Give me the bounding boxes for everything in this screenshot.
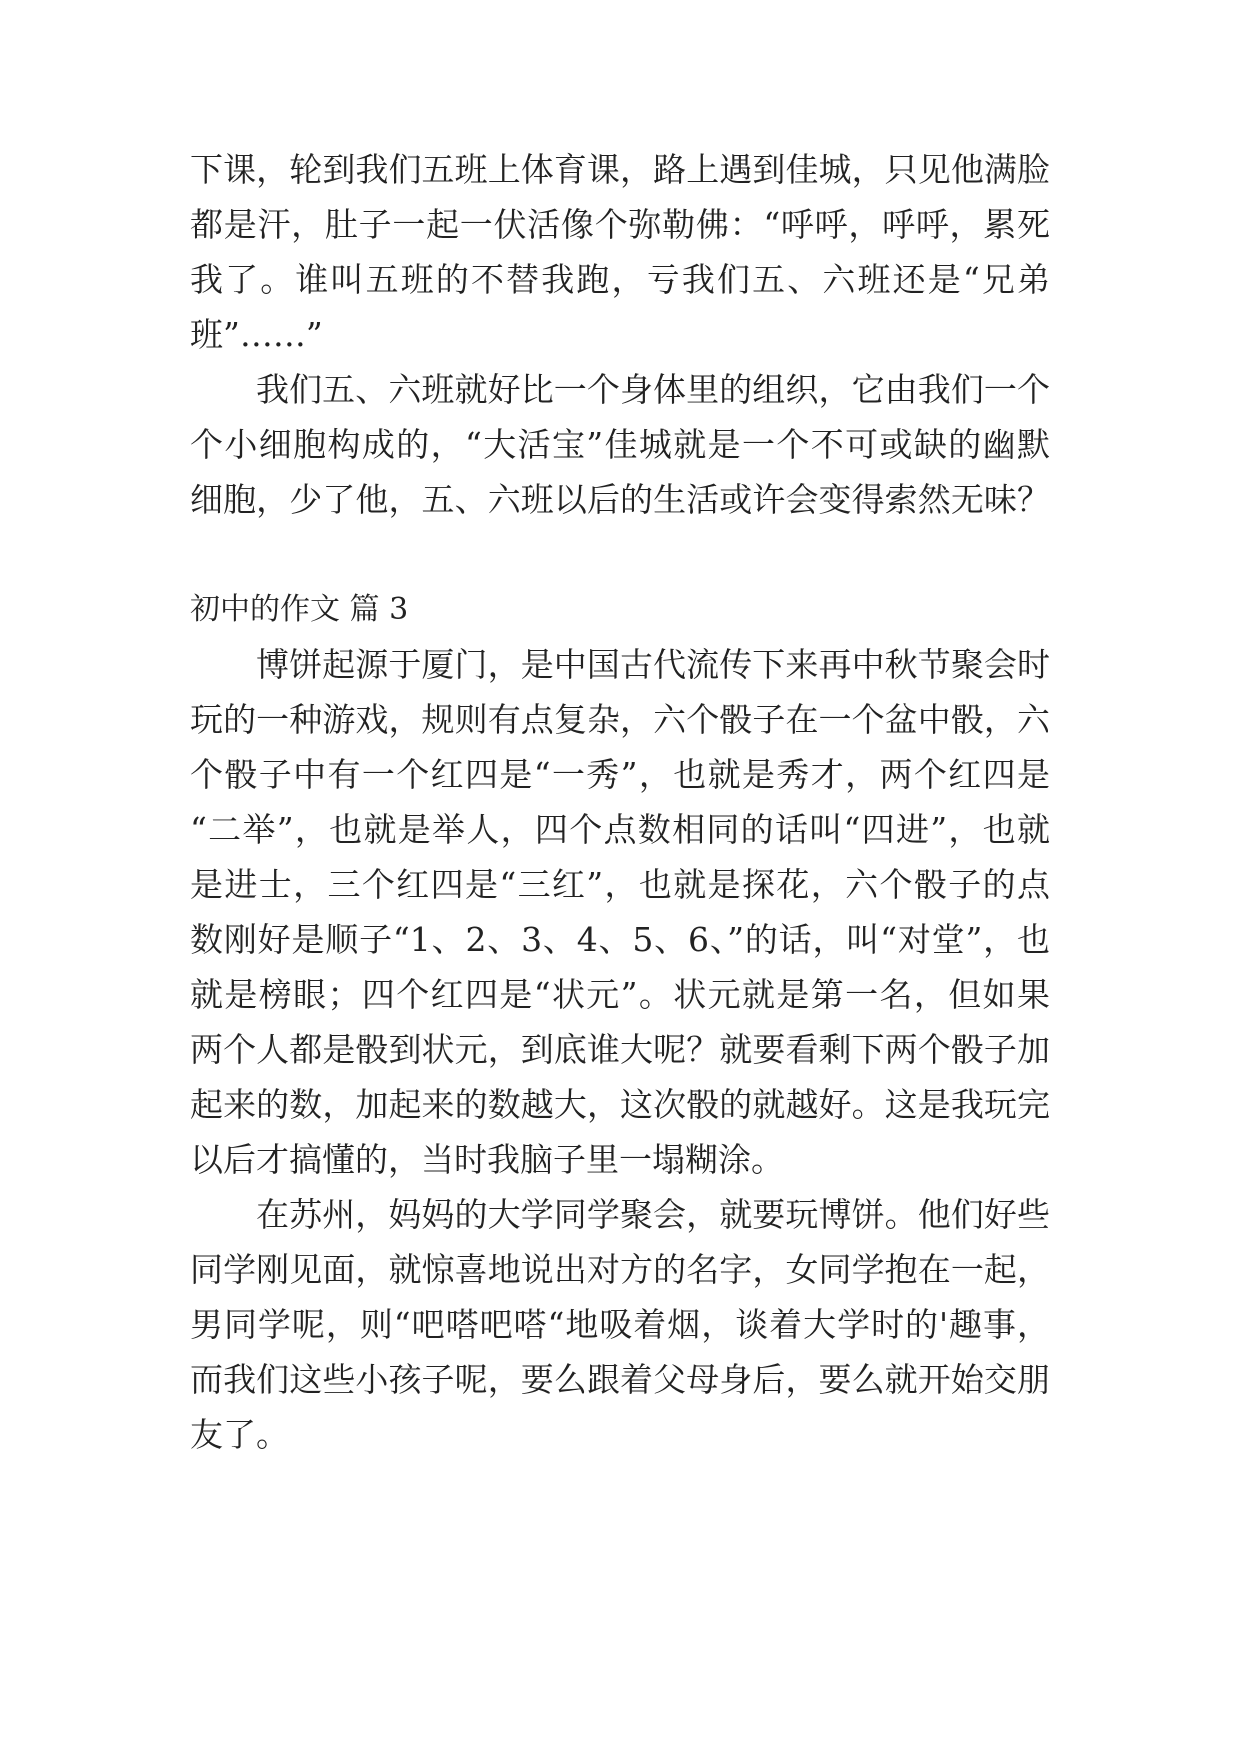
text-line: 是进士，三个红四是“三红”，也就是探花，六个骰子的点 xyxy=(190,865,1050,904)
text-line: 都是汗，肚子一起一伏活像个弥勒佛：“呼呼，呼呼，累死 xyxy=(190,205,1050,244)
text-line: 同学刚见面，就惊喜地说出对方的名字，女同学抱在一起， xyxy=(190,1250,1050,1289)
text-line: 两个人都是骰到状元，到底谁大呢？就要看剩下两个骰子加 xyxy=(190,1030,1050,1069)
text-line: 个骰子中有一个红四是“一秀”，也就是秀才，两个红四是 xyxy=(190,755,1050,794)
text-line: 我了。谁叫五班的不替我跑，亏我们五、六班还是“兄弟 xyxy=(190,260,1050,299)
text-line: 起来的数，加起来的数越大，这次骰的就越好。这是我玩完 xyxy=(190,1085,1050,1124)
text-line: 而我们这些小孩子呢，要么跟着父母身后，要么就开始交朋 xyxy=(190,1360,1050,1399)
text-line: 细胞，少了他，五、六班以后的生活或许会变得索然无味？ xyxy=(190,480,1050,519)
text-line: 玩的一种游戏，规则有点复杂，六个骰子在一个盆中骰，六 xyxy=(190,700,1050,739)
text-line: 博饼起源于厦门，是中国古代流传下来再中秋节聚会时 xyxy=(256,645,1050,684)
text-line: 就是榜眼；四个红四是“状元”。状元就是第一名，但如果 xyxy=(190,975,1050,1014)
text-line: 以后才搞懂的，当时我脑子里一塌糊涂。 xyxy=(190,1140,784,1179)
text-line: 个小细胞构成的，“大活宝”佳城就是一个不可或缺的幽默 xyxy=(190,425,1050,464)
section-heading: 初中的作文 篇 3 xyxy=(190,592,409,627)
text-line: 班”……” xyxy=(190,315,323,354)
text-line: “二举”，也就是举人，四个点数相同的话叫“四进”，也就 xyxy=(190,810,1050,849)
text-line: 我们五、六班就好比一个身体里的组织，它由我们一个 xyxy=(256,370,1050,409)
text-line: 男同学呢，则“吧嗒吧嗒“地吸着烟，谈着大学时的'趣事， xyxy=(190,1305,1050,1344)
text-line: 下课，轮到我们五班上体育课，路上遇到佳城，只见他满脸 xyxy=(190,150,1050,189)
text-line: 数刚好是顺子“1、2、3、4、5、6、”的话，叫“对堂”，也 xyxy=(190,920,1050,959)
text-line: 在苏州，妈妈的大学同学聚会，就要玩博饼。他们好些 xyxy=(256,1195,1050,1234)
text-line: 友了。 xyxy=(190,1415,289,1454)
